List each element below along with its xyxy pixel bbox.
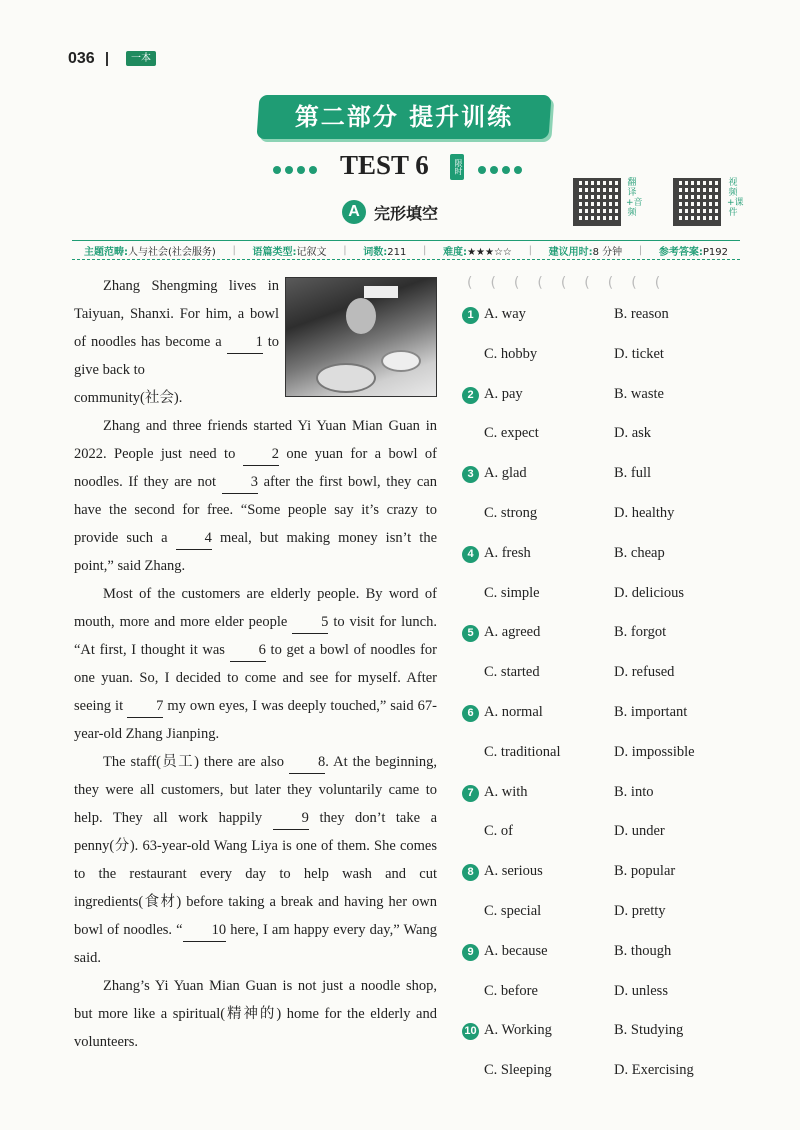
option-10a[interactable]: A. Working xyxy=(484,1022,552,1039)
question-number-3: 3 xyxy=(462,466,479,483)
part-title: 第二部分 提升训练 xyxy=(294,103,514,131)
page-number: 036 xyxy=(68,50,95,67)
option-5a[interactable]: A. agreed xyxy=(484,624,541,641)
options-row-2-cd xyxy=(462,417,752,457)
option-8d[interactable]: D. pretty xyxy=(614,902,666,919)
question-number-4: 4 xyxy=(462,546,479,563)
option-10d[interactable]: D. Exercising xyxy=(614,1062,694,1079)
option-4d[interactable]: D. delicious xyxy=(614,584,685,601)
options-row-6-cd xyxy=(462,736,752,776)
question-number-7: 7 xyxy=(462,785,479,802)
question-number-2: 2 xyxy=(462,387,479,404)
option-6c[interactable]: C. traditional xyxy=(484,743,561,760)
options-row-1-ab xyxy=(462,298,752,338)
option-10c[interactable]: C. Sleeping xyxy=(484,1062,552,1079)
paragraph-2: Zhang and three friends started Yi Yuan Mian Guan in 2022. People just need to 2 one yuan for a bowl of noodles. If they are not 3 after the first bowl, they can have the second for free. “Some people say it’s crazy to provide such a 4 meal, but making money isn’t the point,” said Zhang. xyxy=(74,418,438,574)
options-row-6-ab xyxy=(462,696,752,736)
options-row-3-ab xyxy=(462,457,752,497)
options-row-3-cd xyxy=(462,497,752,537)
blank-6: 6 xyxy=(230,639,266,662)
option-9b[interactable]: B. though xyxy=(614,942,672,959)
difficulty-info: 难度:★★★☆☆ xyxy=(443,246,512,258)
paragraph-5: Zhang’s Yi Yuan Mian Guan is not just a noodle shop, but more like a spiritual(精神的) home for the elderly and volunteers. xyxy=(74,978,437,1050)
option-1b[interactable]: B. reason xyxy=(614,306,669,322)
options-row-5-ab xyxy=(462,616,752,656)
option-6a[interactable]: A. normal xyxy=(484,703,543,720)
options-row-9-cd xyxy=(462,975,752,1015)
option-7d[interactable]: D. under xyxy=(614,823,665,840)
option-1d[interactable]: D. ticket xyxy=(614,345,664,362)
test-title: TEST 6 xyxy=(340,150,429,180)
option-10b[interactable]: B. Studying xyxy=(614,1022,684,1039)
options-row-8-cd xyxy=(462,895,752,935)
blank-10: 10 xyxy=(183,919,227,942)
option-3b[interactable]: B. full xyxy=(614,465,652,482)
qr-label-video: 视频+课件 xyxy=(727,178,744,218)
time-info: 建议用时:8 分钟 xyxy=(548,246,623,258)
options-row-4-cd xyxy=(462,577,752,617)
options-row-5-cd xyxy=(462,656,752,696)
option-7a[interactable]: A. with xyxy=(484,783,528,800)
options-row-10-cd xyxy=(462,1054,752,1094)
page-number-divider xyxy=(106,52,108,66)
blank-1: 1 xyxy=(227,331,263,354)
option-1c[interactable]: C. hobby xyxy=(484,345,538,362)
theme-info: 主题范畴:人与社会(社会服务) xyxy=(84,246,216,258)
paragraph-1-end: community(社会). xyxy=(74,390,183,406)
brand-logo: 一本 xyxy=(126,51,156,66)
option-3c[interactable]: C. strong xyxy=(484,504,538,521)
option-7b[interactable]: B. into xyxy=(614,783,654,800)
options-row-8-ab xyxy=(462,855,752,895)
paragraph-4: The staff(员工) there are also 8. At the beginning, they were all customers, but later they voluntarily came to help. They all work happily 9 they don’t take a penny(分). 63-year-old Wang Liya is one of them. She comes to the restaurant every day to help wash and cut ingredients(食材) before taking a break and having her own bowl of noodles. “ 10 here, I am happy every day,” Wang said. xyxy=(74,748,437,972)
options-row-1-cd xyxy=(462,338,752,378)
option-2c[interactable]: C. expect xyxy=(484,425,539,442)
question-number-10: 10 xyxy=(462,1023,479,1040)
blank-4: 4 xyxy=(176,527,212,550)
option-1a[interactable]: A. way xyxy=(484,306,526,322)
option-3a[interactable]: A. glad xyxy=(484,465,527,482)
option-6b[interactable]: B. important xyxy=(614,703,688,720)
part-title-banner xyxy=(256,95,551,139)
decorative-dots-right xyxy=(478,161,526,179)
blank-2: 2 xyxy=(243,443,279,466)
options-row-4-ab xyxy=(462,537,752,577)
option-2d[interactable]: D. ask xyxy=(614,425,652,442)
option-9c[interactable]: C. before xyxy=(484,982,538,999)
test-tag: 限时 xyxy=(450,154,464,180)
paragraph-3: Most of the customers are elderly people. By word of mouth, more and more elder people 5 to visit for lunch. “At first, I thought it was 6 to get a bowl of noodles for one yuan. So, I decided to come and see for myself. After seeing it 7 my own eyes, I was deeply touched,” said 67-year-old Zhang Jianping. xyxy=(74,586,438,742)
option-6d[interactable]: D. impossible xyxy=(614,743,695,760)
options-row-7-ab xyxy=(462,776,752,816)
option-7c[interactable]: C. of xyxy=(484,823,513,840)
blank-5: 5 xyxy=(292,611,328,634)
option-8b[interactable]: B. popular xyxy=(614,863,676,880)
info-bar: 主题范畴:人与社会(社会服务) | 语篇类型:记叙文 | 词数:211 | 难度:★★★☆☆ | 建议用时:8 分钟 | 参考答案:P192 xyxy=(72,240,740,260)
blank-8: 8 xyxy=(289,751,325,774)
option-9a[interactable]: A. because xyxy=(484,942,548,959)
blank-3: 3 xyxy=(222,471,258,494)
option-4a[interactable]: A. fresh xyxy=(484,544,531,561)
option-3d[interactable]: D. healthy xyxy=(614,504,675,521)
qr-code-translation-icon[interactable] xyxy=(573,178,621,226)
question-number-9: 9 xyxy=(462,944,479,961)
blank-7: 7 xyxy=(127,695,163,718)
question-number-1: 1 xyxy=(462,307,479,324)
answer-ref-info: 参考答案:P192 xyxy=(658,246,728,258)
options-row-7-cd xyxy=(462,815,752,855)
option-5c[interactable]: C. started xyxy=(484,664,540,681)
options-row-2-ab xyxy=(462,378,752,418)
option-2b[interactable]: B. waste xyxy=(614,385,664,402)
option-2a[interactable]: A. pay xyxy=(484,385,523,402)
section-letter: A xyxy=(342,200,366,224)
decorative-dots-left xyxy=(273,161,321,179)
options-row-9-ab xyxy=(462,935,752,975)
option-8a[interactable]: A. serious xyxy=(484,863,543,880)
option-4b[interactable]: B. cheap xyxy=(614,544,665,561)
cloze-passage xyxy=(74,272,437,1056)
qr-code-video-icon[interactable] xyxy=(673,178,721,226)
option-8c[interactable]: C. special xyxy=(484,902,542,919)
option-5d[interactable]: D. refused xyxy=(614,664,675,681)
options-list xyxy=(462,298,752,1094)
option-9d[interactable]: D. unless xyxy=(614,982,668,999)
options-row-10-ab xyxy=(462,1014,752,1054)
option-4c[interactable]: C. simple xyxy=(484,584,540,601)
qr-label-translation: 翻译+音频 xyxy=(626,178,643,218)
decorative-arcs: ((((((((( xyxy=(467,275,679,291)
genre-info: 语篇类型:记叙文 xyxy=(252,246,327,258)
section-title: 完形填空 xyxy=(374,204,439,223)
paragraph-1: Zhang Shengming lives in Taiyuan, Shanxi. For him, a bowl of noodles has become a 1 to give back to xyxy=(74,278,279,378)
option-5b[interactable]: B. forgot xyxy=(614,624,667,641)
question-number-6: 6 xyxy=(462,705,479,722)
word-count-info: 词数:211 xyxy=(363,246,407,258)
blank-9: 9 xyxy=(273,807,309,830)
question-number-5: 5 xyxy=(462,625,479,642)
question-number-8: 8 xyxy=(462,864,479,881)
